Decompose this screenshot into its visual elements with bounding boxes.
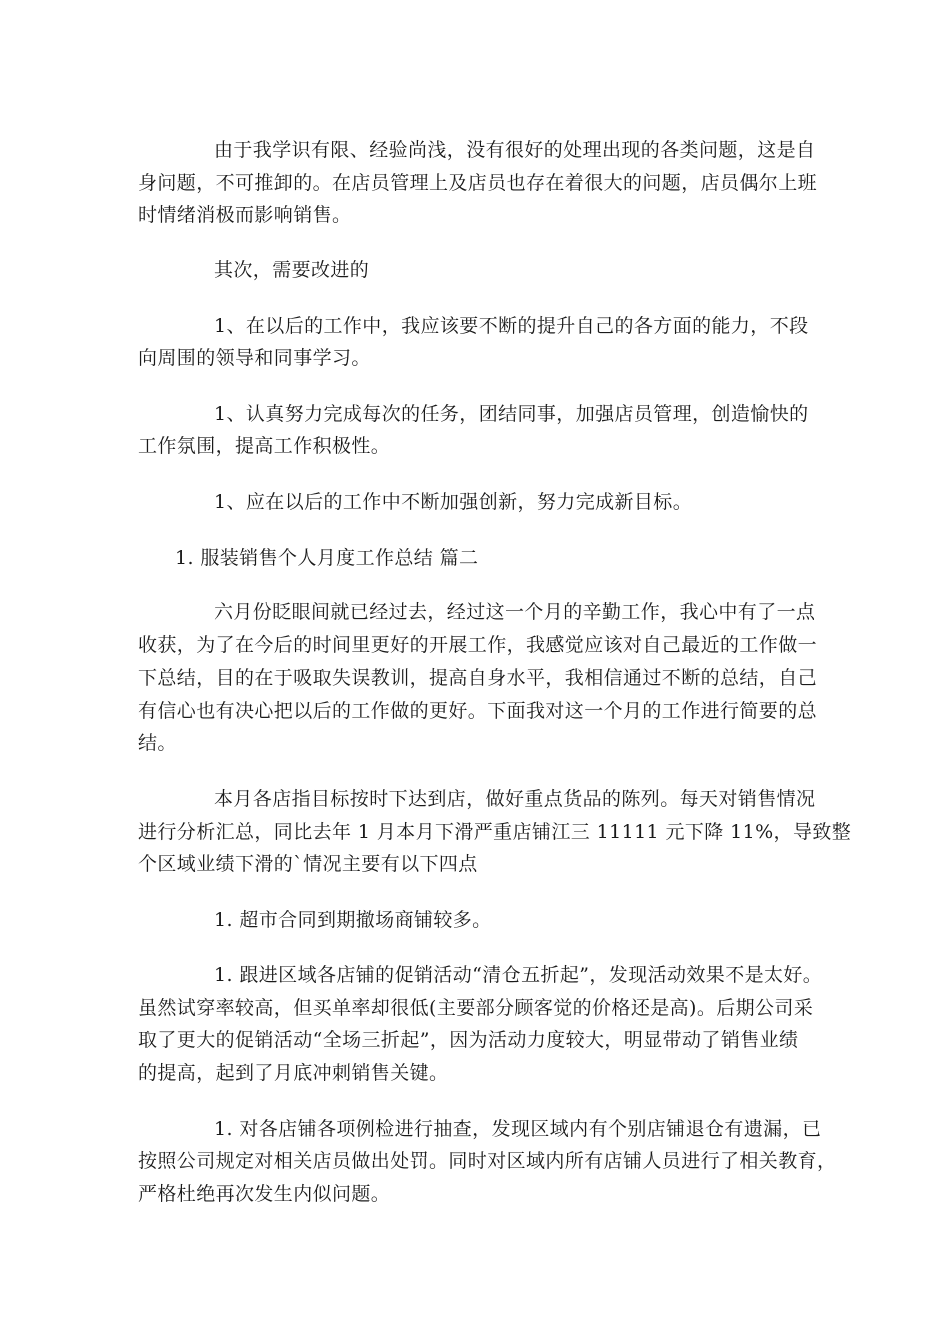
paragraph-9-line-4: 的提高，起到了月底冲刺销售关键。	[138, 1062, 449, 1084]
paragraph-4-line-2: 工作氛围，提高工作积极性。	[138, 435, 391, 457]
paragraph-9-line-2: 虽然试穿率较高，但买单率却很低(主要部分顾客觉的价格还是高)。后期公司采	[138, 997, 814, 1019]
paragraph-9-line-3: 取了更大的促销活动“全场三折起”，因为活动力度较大，明显带动了销售业绩	[138, 1029, 799, 1051]
paragraph-9-line-1: 1. 跟进区域各店铺的促销活动“清仓五折起”，发现活动效果不是太好。	[214, 964, 823, 986]
paragraph-7-line-3: 个区域业绩下滑的`情况主要有以下四点	[138, 853, 478, 875]
paragraph-4-line-1: 1、认真努力完成每次的任务，团结同事，加强店员管理，创造愉快的	[214, 403, 809, 425]
paragraph-3-line-1: 1、在以后的工作中，我应该要不断的提升自己的各方面的能力，不段	[214, 315, 809, 337]
paragraph-6-line-3: 下总结，目的在于吸取失误教训，提高自身水平，我相信通过不断的总结，自己	[138, 667, 818, 689]
paragraph-3-line-2: 向周围的领导和同事学习。	[138, 347, 371, 369]
paragraph-8-line-1: 1. 超市合同到期撤场商铺较多。	[214, 909, 492, 931]
paragraph-10-line-2: 按照公司规定对相关店员做出处罚。同时对区域内所有店铺人员进行了相关教育，	[138, 1150, 837, 1172]
paragraph-6-line-1: 六月份眨眼间就已经过去，经过这一个月的辛勤工作，我心中有了一点	[214, 601, 816, 623]
paragraph-6-line-4: 有信心也有决心把以后的工作做的更好。下面我对这一个月的工作进行简要的总	[138, 700, 818, 722]
paragraph-2-line-1: 其次，需要改进的	[214, 259, 370, 281]
paragraph-6-line-2: 收获，为了在今后的时间里更好的开展工作，我感觉应该对自己最近的工作做一	[138, 634, 818, 656]
paragraph-7-line-1: 本月各店指目标按时下达到店，做好重点货品的陈列。每天对销售情况	[214, 788, 816, 810]
paragraph-10-line-3: 严格杜绝再次发生内似问题。	[138, 1183, 391, 1205]
paragraph-5-line-1: 1、应在以后的工作中不断加强创新，努力完成新目标。	[214, 491, 693, 513]
paragraph-1-line-3: 时情绪消极而影响销售。	[138, 204, 352, 226]
paragraph-10-line-1: 1. 对各店铺各项例检进行抽查，发现区域内有个别店铺退仓有遗漏，已	[214, 1118, 822, 1140]
section-heading: 1. 服装销售个人月度工作总结 篇二	[175, 547, 479, 569]
paragraph-1-line-2: 身问题，不可推卸的。在店员管理上及店员也存在着很大的问题，店员偶尔上班	[138, 172, 818, 194]
paragraph-7-line-2: 进行分析汇总，同比去年 1 月本月下滑严重店铺江三 11111 元下降 11%，导致整	[138, 821, 852, 843]
paragraph-1-line-1: 由于我学识有限、经验尚浅，没有很好的处理出现的各类问题，这是自	[214, 139, 816, 161]
paragraph-6-line-5: 结。	[138, 732, 177, 754]
